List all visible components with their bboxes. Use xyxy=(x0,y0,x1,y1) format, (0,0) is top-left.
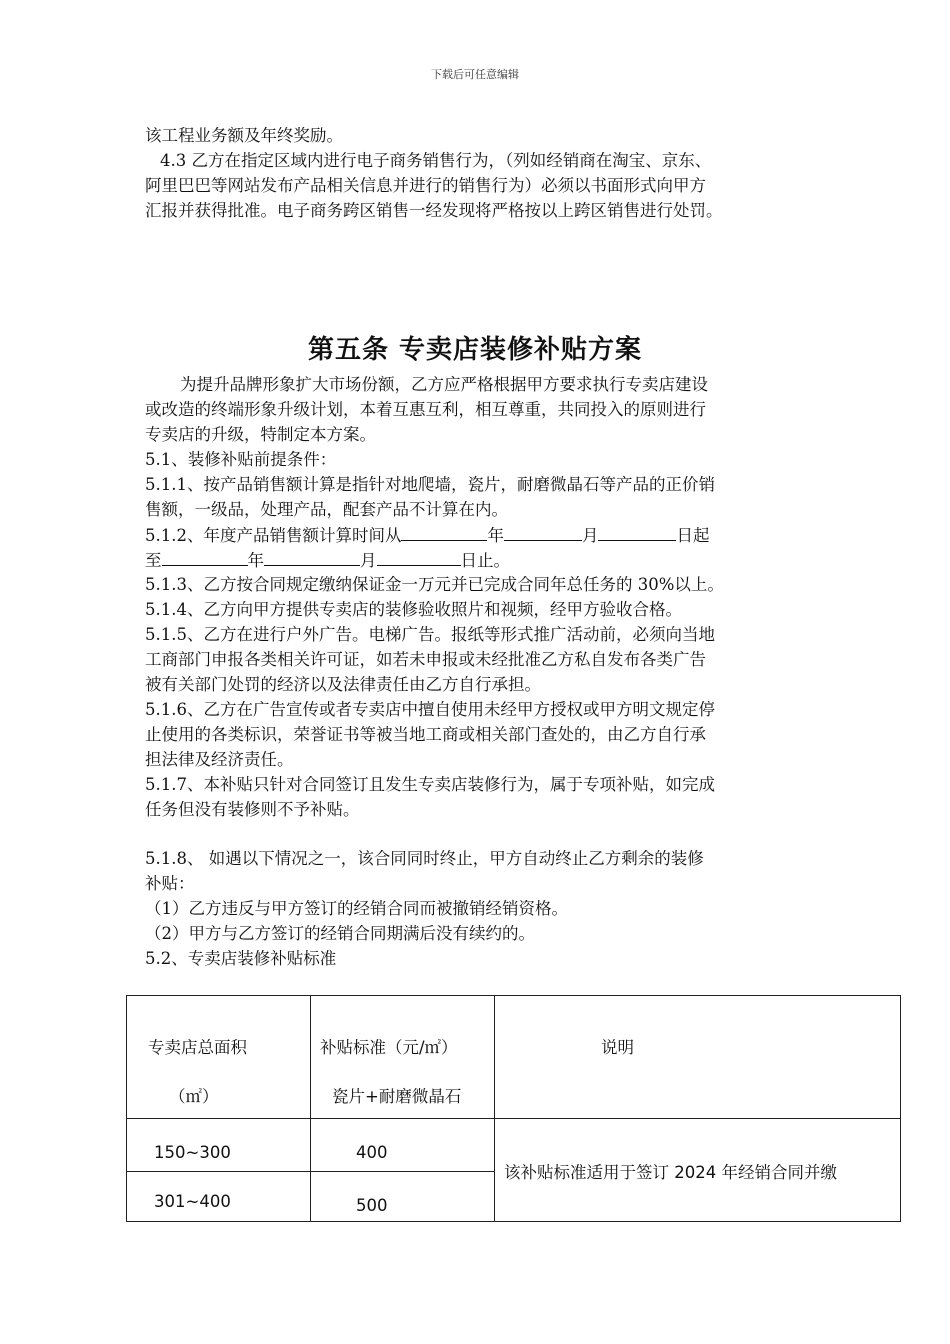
area-cell xyxy=(127,1172,311,1222)
year-blank xyxy=(401,523,487,541)
area-value: 301~400 xyxy=(154,1192,231,1211)
clause-5-1-1-line-2: 售额，一级品，处理产品，配套产品不计算在内。 xyxy=(145,500,508,519)
table-header-row xyxy=(127,996,901,1119)
condition-item-1: （1）乙方违反与甲方签订的经销合同而被撤销经销资格。 xyxy=(145,899,568,918)
purpose-line-3: 专卖店的升级，特制定本方案。 xyxy=(145,425,376,444)
area-header-line-1: 专卖店总面积 xyxy=(148,1038,247,1057)
end-label: 日止。 xyxy=(460,551,510,570)
end-day-blank xyxy=(377,548,461,566)
area-cell xyxy=(127,1119,311,1172)
end-month-label: 月 xyxy=(360,551,377,570)
note-cell xyxy=(495,1119,901,1222)
clause-4-3-line-2: 阿里巴巴等网站发布产品相关信息并进行的销售行为）必须以书面形式向甲方 xyxy=(145,176,706,195)
clause-5-1-5-line-3: 被有关部门处罚的经济以及法律责任由乙方自行承担。 xyxy=(145,675,541,694)
subsidy-standard-table xyxy=(126,995,901,1222)
month-blank xyxy=(504,523,582,541)
purpose-line-2: 或改造的终端形象升级计划，本着互惠互利，相互尊重，共同投入的原则进行 xyxy=(145,400,706,419)
start-label: 日起 xyxy=(676,526,710,545)
clause-5-1-6-line-3: 担法律及经济责任。 xyxy=(145,750,294,769)
clause-5-2-heading: 5.2、专卖店装修补贴标准 xyxy=(145,949,337,968)
clause-5-1-7-line-2: 任务但没有装修则不予补贴。 xyxy=(145,800,360,819)
standard-cell xyxy=(311,1172,495,1222)
end-year-blank xyxy=(162,548,248,566)
table-row xyxy=(127,1119,901,1172)
clause-5-1-6-line-2: 止使用的各类标识，荣誉证书等被当地工商或相关部门查处的，由乙方自行承 xyxy=(145,725,706,744)
clause-5-1-5-line-1: 5.1.5、乙方在进行户外广告。电梯广告。报纸等形式推广活动前，必须向当地 xyxy=(145,625,715,644)
standard-header-line-1: 补贴标准（元/㎡） xyxy=(320,1038,458,1057)
condition-item-2: （2）甲方与乙方签订的经销合同期满后没有续约的。 xyxy=(145,924,535,943)
end-month-blank xyxy=(264,548,360,566)
intro-line-1: 该工程业务额及年终奖励。 xyxy=(145,126,343,145)
area-header-line-2: （㎡） xyxy=(169,1087,219,1106)
clause-5-1-4: 5.1.4、乙方向甲方提供专卖店的装修验收照片和视频，经甲方验收合格。 xyxy=(145,600,682,619)
note-header-cell xyxy=(495,996,901,1119)
year-label: 年 xyxy=(487,526,504,545)
note-text: 该补贴标准适用于签订 2024 年经销合同并缴 xyxy=(504,1163,837,1182)
section-title: 第五条 专卖店装修补贴方案 xyxy=(307,335,643,365)
standard-header-line-2: 瓷片+耐磨微晶石 xyxy=(332,1087,462,1106)
standard-value: 400 xyxy=(356,1143,388,1162)
clause-4-3-line-3: 汇报并获得批准。电子商务跨区销售一经发现将严格按以上跨区销售进行处罚。 xyxy=(145,201,723,220)
end-year-label: 年 xyxy=(247,551,264,570)
standard-cell xyxy=(311,1119,495,1172)
clause-5-1-7-line-1: 5.1.7、本补贴只针对合同签订且发生专卖店装修行为，属于专项补贴，如完成 xyxy=(145,775,715,794)
note-header: 说明 xyxy=(601,1038,634,1057)
clause-5-1-6-line-1: 5.1.6、乙方在广告宣传或者专卖店中擅自使用未经甲方授权或甲方明文规定停 xyxy=(145,700,715,719)
area-value: 150~300 xyxy=(154,1143,231,1162)
to-label: 至 xyxy=(145,551,162,570)
clause-5-1-5-line-2: 工商部门申报各类相关许可证，如若未申报或未经批准乙方私自发布各类广告 xyxy=(145,650,706,669)
clause-5-1-2-line-1 xyxy=(145,523,825,548)
clause-4-3-line-1: 4.3 乙方在指定区域内进行电子商务销售行为，（列如经销商在淘宝、京东、 xyxy=(160,151,712,170)
clause-5-1-1-line-1: 5.1.1、按产品销售额计算是指针对地爬墙，瓷片，耐磨微晶石等产品的正价销 xyxy=(145,475,715,494)
clause-5-1-heading: 5.1、装修补贴前提条件： xyxy=(145,450,337,469)
clause-5-1-2-line-2 xyxy=(145,548,825,573)
standard-value: 500 xyxy=(356,1196,388,1215)
day-blank xyxy=(598,523,676,541)
clause-5-1-3: 5.1.3、乙方按合同规定缴纳保证金一万元并已完成合同年总任务的 30%以上。 xyxy=(145,575,724,594)
clause-5-1-2-prefix: 5.1.2、年度产品销售额计算时间从 xyxy=(145,526,402,545)
clause-5-1-8-line-1: 5.1.8、 如遇以下情况之一，该合同同时终止，甲方自动终止乙方剩余的装修 xyxy=(145,849,704,868)
month-label: 月 xyxy=(581,526,599,545)
area-header-cell xyxy=(127,996,311,1119)
standard-header-cell xyxy=(311,996,495,1119)
clause-5-1-8-line-2: 补贴： xyxy=(145,874,195,893)
purpose-line-1: 为提升品牌形象扩大市场份额，乙方应严格根据甲方要求执行专卖店建设 xyxy=(180,375,708,394)
page-header: 下载后可任意编辑 xyxy=(431,68,519,81)
